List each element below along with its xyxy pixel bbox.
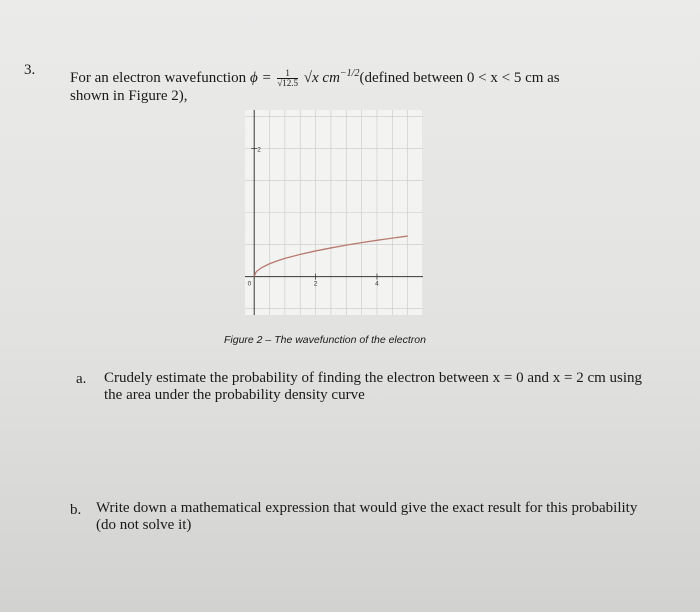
intro-suffix: (defined between 0 < x < 5 cm as — [359, 70, 560, 86]
normalization-fraction — [277, 69, 298, 88]
sqrt-x: √x — [303, 70, 319, 86]
x-tick-label-2: 2 — [313, 280, 318, 288]
phi-symbol: ϕ = — [249, 70, 272, 86]
question-intro-line2: shown in Figure 2), — [70, 88, 188, 104]
wavefunction-chart — [245, 110, 423, 315]
units-exponent: −1/2 — [339, 68, 360, 79]
part-a-label: a. — [76, 371, 87, 387]
y-tick-label-2: 2 — [257, 146, 261, 154]
part-a-text: Crudely estimate the probability of finding the electron between x = 0 and x = 2 cm using the area under the probability density curve — [104, 370, 643, 403]
figure-caption: Figure 2 – The wavefunction of the electron — [224, 334, 426, 346]
intro-prefix: For an electron wavefunction — [70, 70, 247, 86]
origin-label: 0 — [247, 280, 252, 288]
part-b-text: Write down a mathematical expression that would give the exact result for this probability (do not solve it) — [96, 500, 638, 533]
question-intro — [70, 64, 670, 88]
part-b-label: b. — [70, 502, 82, 518]
fraction-numerator: 1 — [277, 69, 298, 79]
x-tick-label-4: 4 — [375, 280, 379, 288]
units: cm — [322, 70, 340, 86]
question-number: 3. — [24, 62, 36, 78]
fraction-denominator: √12.5 — [277, 78, 299, 89]
